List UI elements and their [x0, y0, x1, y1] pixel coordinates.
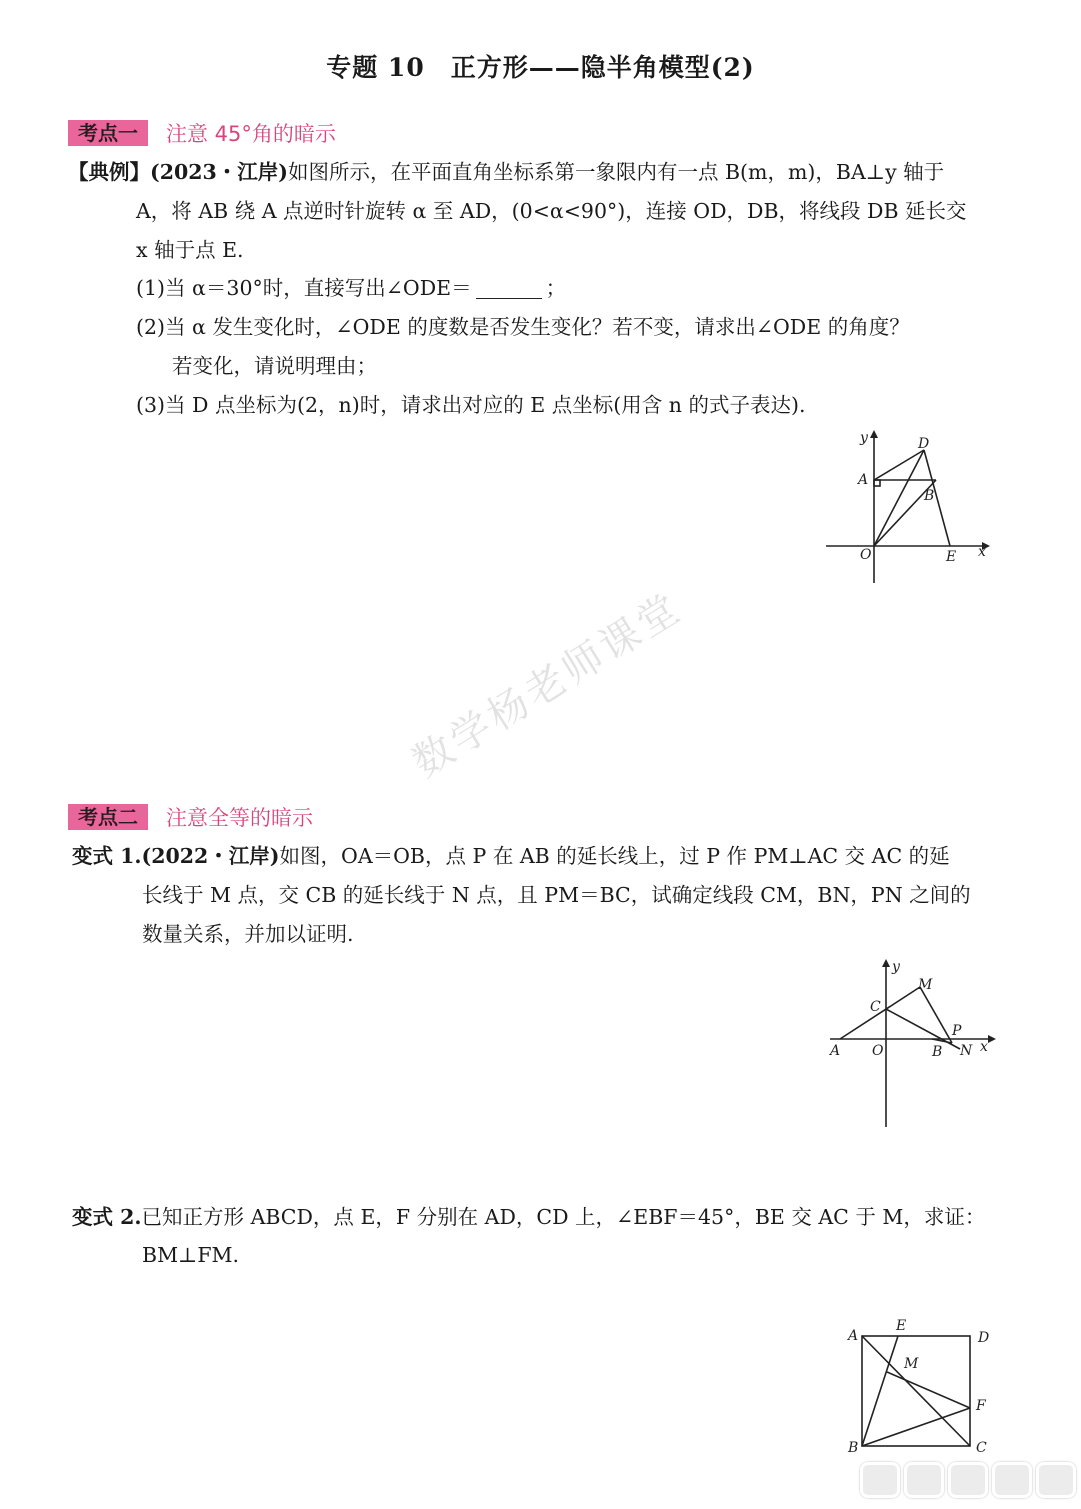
overlay-button-1[interactable] — [860, 1462, 900, 1498]
fig2-label-C: C — [870, 999, 881, 1015]
section-header-2 — [68, 802, 313, 832]
fig2-label-x: x — [980, 1039, 988, 1055]
figure-2-coordinate-diagram — [822, 955, 1002, 1134]
section-badge-1: 考点一 — [68, 120, 148, 146]
segment-MP — [920, 987, 952, 1043]
variant2-line-1 — [72, 1202, 985, 1232]
variant1-line-2: 长线于 M 点，交 CB 的延长线于 N 点，且 PM＝BC，试确定线段 CM，BN，PN 之间的 — [142, 883, 971, 907]
overlay-button-5[interactable] — [1036, 1462, 1076, 1498]
example-tag: 【典例】 — [68, 160, 150, 184]
example-question-1 — [136, 273, 566, 303]
variant2-text-1: 已知正方形 ABCD，点 E，F 分别在 AD，CD 上，∠EBF＝45°，BE 交 AC 于 M，求证： — [141, 1205, 986, 1229]
segment-BF — [862, 1408, 970, 1446]
variant1-tag: 变式 1. — [72, 844, 142, 868]
image-viewer-overlay — [860, 1462, 1076, 1498]
fig1-label-O: O — [860, 547, 872, 563]
fig3-label-M: M — [904, 1356, 919, 1372]
fig3-label-C: C — [976, 1440, 987, 1454]
fig1-label-y: y — [860, 430, 868, 446]
fig1-label-B: B — [924, 488, 935, 504]
section-header-1 — [68, 118, 336, 148]
example-line-2: A，将 AB 绕 A 点逆时针旋转 α 至 AD，(0<α<90°)，连接 OD，DB，将线段 DB 延长交 — [136, 199, 967, 223]
fig3-label-B: B — [848, 1440, 859, 1454]
right-angle-mark — [874, 480, 880, 486]
fig2-label-B: B — [932, 1044, 943, 1060]
fig2-label-y: y — [892, 959, 900, 975]
question-1-text: (1)当 α＝30°时，直接写出∠ODE＝ — [136, 276, 472, 300]
variant2-tag: 变式 2. — [72, 1205, 142, 1229]
fig2-label-P: P — [952, 1023, 962, 1039]
variant1-line-1 — [72, 841, 950, 871]
example-question-2-cont: 若变化，请说明理由； — [172, 354, 377, 378]
fig2-label-N: N — [960, 1043, 973, 1059]
diagonal-AC — [862, 1336, 970, 1446]
example-question-3: (3)当 D 点坐标为(2，n)时，请求出对应的 E 点坐标(用含 n 的式子表达). — [136, 393, 806, 417]
example-question-2: (2)当 α 发生变化时，∠ODE 的度数是否发生变化？若不变，请求出∠ODE 的角度？ — [136, 315, 910, 339]
answer-blank[interactable] — [476, 276, 542, 299]
fig3-label-A: A — [848, 1328, 859, 1344]
fig1-label-E: E — [946, 549, 957, 565]
example-line-3: x 轴于点 E. — [136, 238, 244, 262]
example-text-1: 如图所示，在平面直角坐标系第一象限内有一点 B(m，m)，BA⊥y 轴于 — [287, 160, 945, 184]
section-badge-2: 考点二 — [68, 804, 148, 830]
fig3-label-D: D — [978, 1330, 990, 1346]
example-source: (2023・江岸) — [150, 160, 288, 184]
overlay-button-2[interactable] — [904, 1462, 944, 1498]
segment-BE — [862, 1336, 898, 1446]
fig1-label-A: A — [858, 472, 869, 488]
section-title-1: 注意 45°角的暗示 — [166, 122, 336, 146]
overlay-button-3[interactable] — [948, 1462, 988, 1498]
figure-3-square-diagram — [842, 1314, 1002, 1458]
fig1-label-D: D — [918, 436, 930, 452]
fig1-label-x: x — [978, 544, 986, 560]
fig3-label-F: F — [976, 1398, 986, 1414]
variant1-text-1: 如图，OA＝OB，点 P 在 AB 的延长线上，过 P 作 PM⊥AC 交 AC 的延 — [279, 844, 950, 868]
overlay-button-4[interactable] — [992, 1462, 1032, 1498]
variant2-line-2: BM⊥FM. — [142, 1243, 240, 1267]
fig2-label-O: O — [872, 1043, 884, 1059]
example-line-1 — [68, 157, 944, 187]
section-title-2: 注意全等的暗示 — [166, 806, 313, 830]
figure-1-coordinate-diagram — [820, 428, 1000, 592]
fig2-label-M: M — [918, 977, 933, 993]
variant1-source: (2022・江岸) — [141, 844, 280, 868]
variant1-line-3: 数量关系，并加以证明. — [142, 922, 354, 946]
page-title: 专题 10 正方形——隐半角模型(2) — [326, 53, 755, 82]
fig2-label-A: A — [830, 1043, 841, 1059]
watermark: 数学杨老师课堂 — [404, 584, 691, 787]
question-1-end: ； — [545, 276, 567, 300]
fig3-label-E: E — [896, 1318, 907, 1334]
